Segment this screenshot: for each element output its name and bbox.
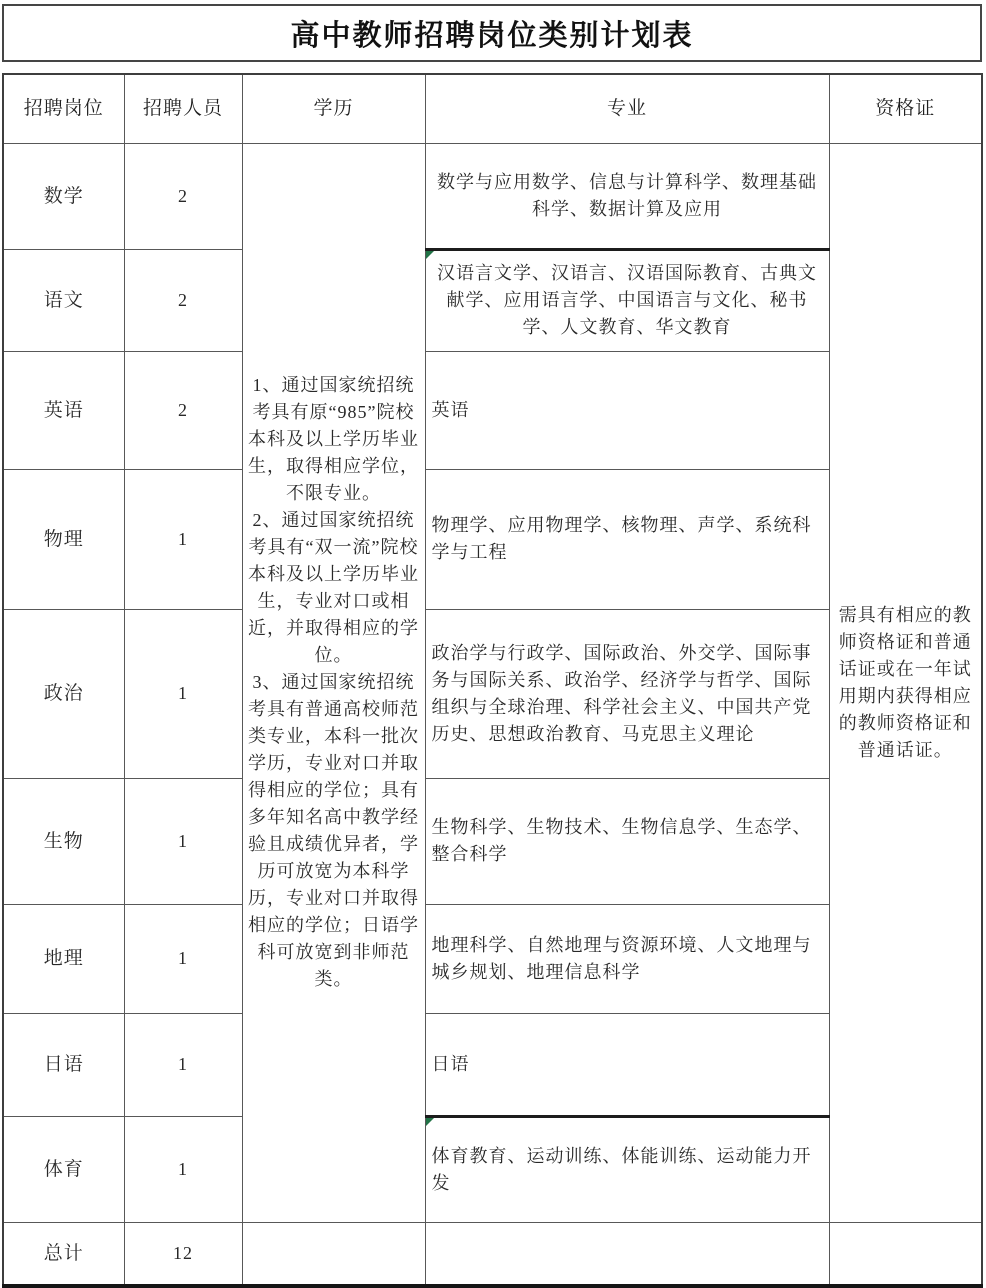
- header-cell-count: 招聘人员: [124, 74, 242, 143]
- count-cell: 1: [124, 1013, 242, 1116]
- count-cell: 1: [124, 904, 242, 1013]
- majors-cell: 日语: [425, 1013, 829, 1116]
- majors-cell: 物理学、应用物理学、核物理、声学、系统科学与工程: [425, 469, 829, 609]
- position-cell: 语文: [3, 249, 124, 351]
- table-row-total: [3, 1222, 982, 1286]
- education-item: 2、通过国家统招统考具有“双一流”院校本科及以上学历毕业生，专业对口或相近，并取得相应的学位。: [248, 510, 419, 665]
- education-item: 1、通过国家统招统考具有原“985”院校本科及以上学历毕业生，取得相应学位，不限专业。: [248, 375, 419, 503]
- count-cell: 1: [124, 469, 242, 609]
- header-cell-position: 招聘岗位: [3, 74, 124, 143]
- table-row-math: [3, 143, 982, 249]
- majors-cell: [425, 249, 829, 351]
- count-cell: 2: [124, 143, 242, 249]
- total-label-cell: 总计: [3, 1222, 124, 1286]
- certificate-requirement-cell: 需具有相应的教师资格证和普通话证或在一年试用期内获得相应的教师资格证和普通话证。: [829, 143, 982, 1222]
- header-cell-education: 学历: [242, 74, 425, 143]
- table-title-box: [2, 4, 982, 62]
- page-title: 高中教师招聘岗位类别计划表: [290, 19, 694, 52]
- count-cell: 1: [124, 609, 242, 778]
- majors-cell: 地理科学、自然地理与资源环境、人文地理与城乡规划、地理信息科学: [425, 904, 829, 1013]
- header-cell-certificate: 资格证: [829, 74, 982, 143]
- total-majors-cell-empty: [425, 1222, 829, 1286]
- majors-cell: 政治学与行政学、国际政治、外交学、国际事务与国际关系、政治学、经济学与哲学、国际组织与全球治理、科学社会主义、中国共产党历史、思想政治教育、马克思主义理论: [425, 609, 829, 778]
- count-cell: 2: [124, 351, 242, 469]
- header-row: [3, 74, 982, 143]
- count-cell: 2: [124, 249, 242, 351]
- position-cell: 日语: [3, 1013, 124, 1116]
- position-cell: 体育: [3, 1116, 124, 1222]
- majors-cell: 数学与应用数学、信息与计算科学、数理基础科学、数据计算及应用: [425, 143, 829, 249]
- recruitment-plan-table: [2, 73, 983, 1288]
- excel-error-flag-icon: [426, 1118, 434, 1126]
- position-cell: 地理: [3, 904, 124, 1013]
- total-education-cell-empty: [242, 1222, 425, 1286]
- majors-text: 汉语言文学、汉语言、汉语国际教育、古典文献学、应用语言学、中国语言与文化、秘书学、人文教育、华文教育: [437, 263, 817, 337]
- position-cell: 物理: [3, 469, 124, 609]
- excel-error-flag-icon: [426, 251, 434, 259]
- count-cell: 1: [124, 778, 242, 904]
- total-count-cell: 12: [124, 1222, 242, 1286]
- position-cell: 政治: [3, 609, 124, 778]
- header-cell-majors: 专业: [425, 74, 829, 143]
- education-item: 3、通过国家统招统考具有普通高校师范类专业，本科一批次学历，专业对口并取得相应的学位；具有多年知名高中教学经验且成绩优异者，学历可放宽为本科学历，专业对口并取得相应的学位；日语学科可放宽到非师范类。: [248, 672, 419, 989]
- count-cell: 1: [124, 1116, 242, 1222]
- position-cell: 英语: [3, 351, 124, 469]
- position-cell: 数学: [3, 143, 124, 249]
- majors-cell: 英语: [425, 351, 829, 469]
- majors-cell: [425, 1116, 829, 1222]
- position-cell: 生物: [3, 778, 124, 904]
- education-requirements-cell: [242, 143, 425, 1222]
- total-certificate-cell-empty: [829, 1222, 982, 1286]
- majors-cell: 生物科学、生物技术、生物信息学、生态学、整合科学: [425, 778, 829, 904]
- majors-text: 体育教育、运动训练、体能训练、运动能力开发: [431, 1145, 812, 1193]
